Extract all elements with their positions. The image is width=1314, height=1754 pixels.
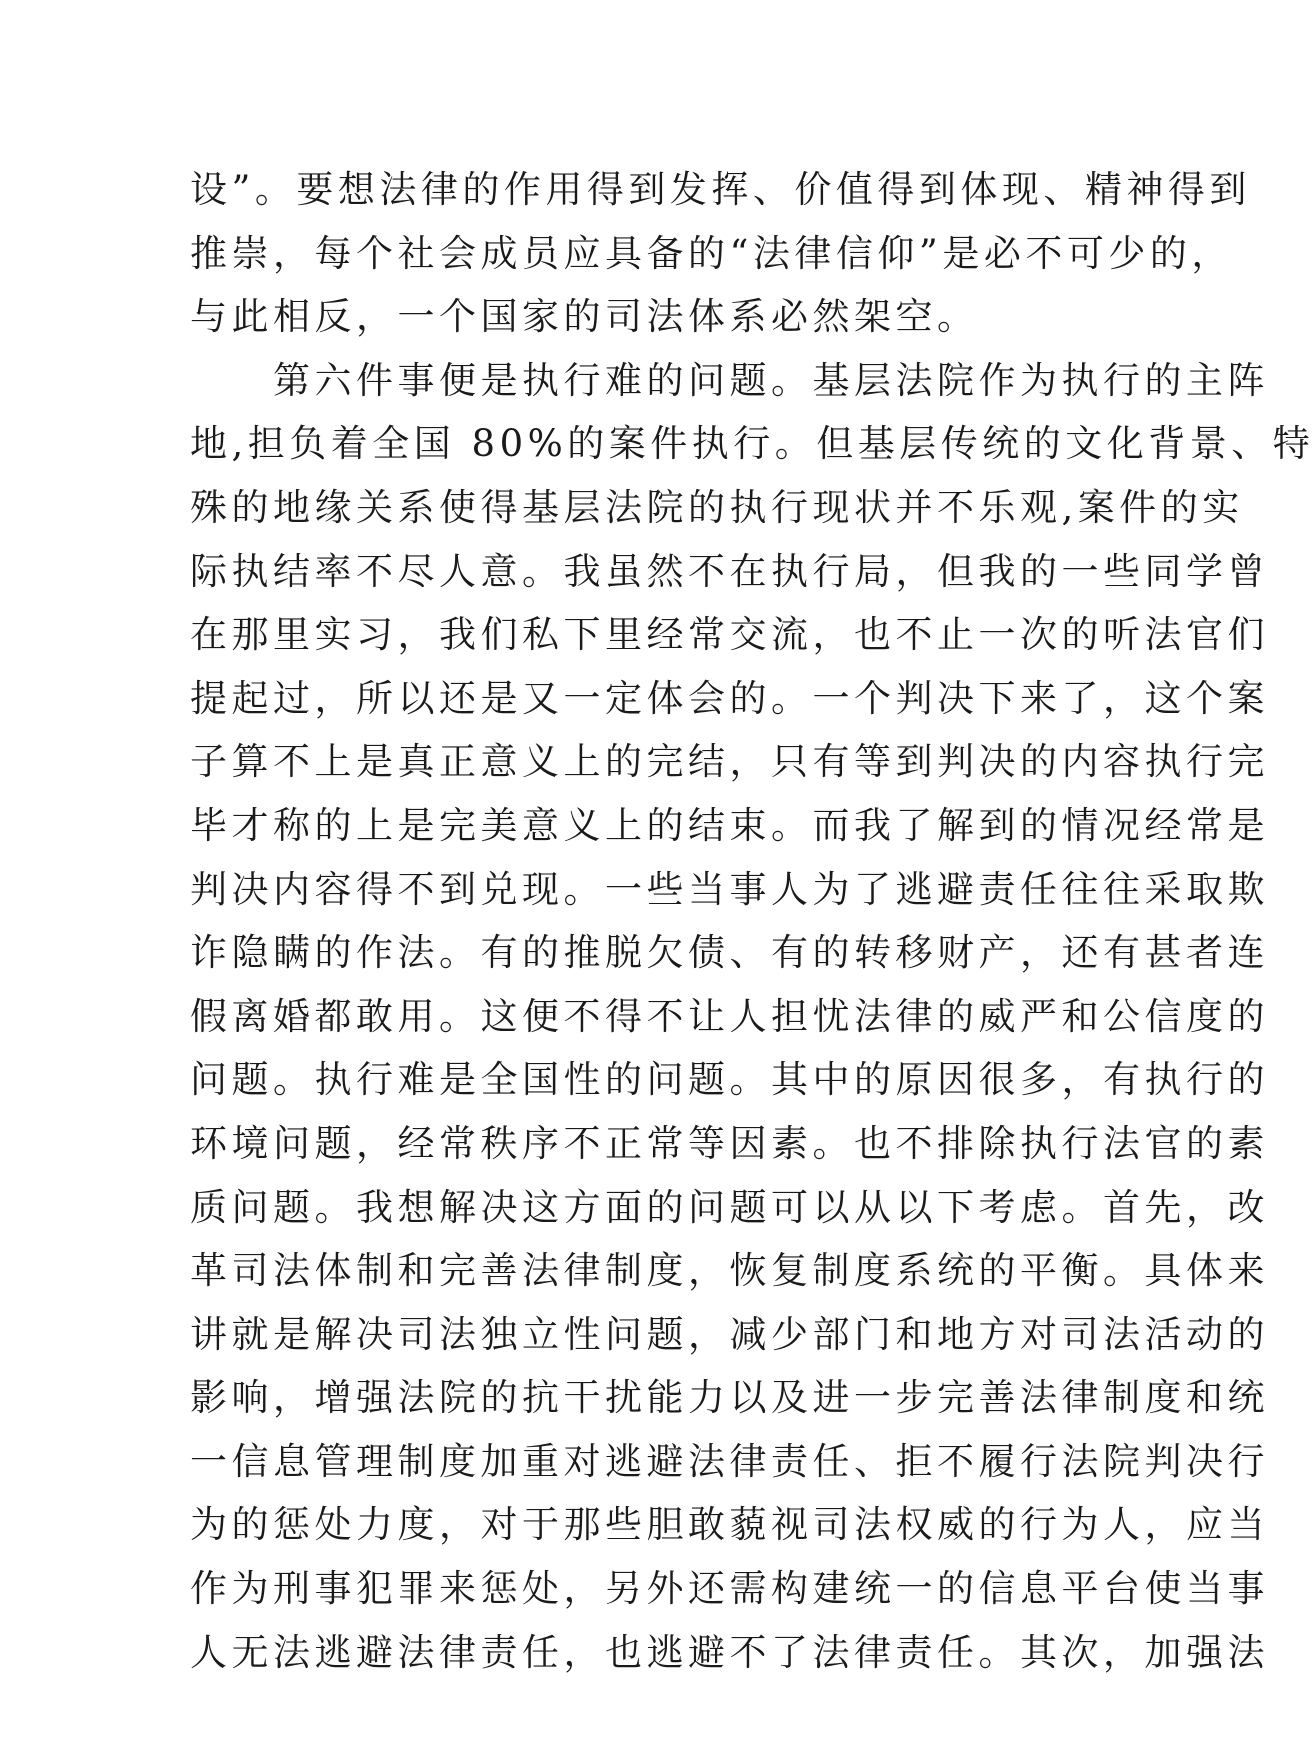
text-line: 环境问题，经常秩序不正常等因素。也不排除执行法官的素 <box>190 1121 1269 1165</box>
text-line: 假离婚都敢用。这便不得不让人担忧法律的威严和公信度的 <box>190 994 1269 1038</box>
text-line: 在那里实习，我们私下里经常交流，也不止一次的听法官们 <box>190 613 1269 657</box>
text-line: 问题。执行难是全国性的问题。其中的原因很多，有执行的 <box>190 1058 1269 1102</box>
text-line: 革司法体制和完善法律制度，恢复制度系统的平衡。具体来 <box>190 1249 1269 1293</box>
text-line: 影响，增强法院的抗干扰能力以及进一步完善法律制度和统 <box>190 1376 1269 1420</box>
text-line: 毕才称的上是完美意义上的结束。而我了解到的情况经常是 <box>190 803 1269 847</box>
text-line: 设”。要想法律的作用得到发挥、价值得到体现、精神得到 <box>190 168 1251 211</box>
text-line: 第六件事便是执行难的问题。基层法院作为执行的主阵 <box>190 358 1269 402</box>
text-line: 地,担负着全国 80%的案件执行。但基层传统的文化背景、特 <box>190 422 1314 466</box>
text-line: 质问题。我想解决这方面的问题可以从以下考虑。首先，改 <box>190 1185 1269 1229</box>
text-line: 推崇，每个社会成员应具备的“法律信仰”是必不可少的， <box>190 231 1233 275</box>
text-line: 一信息管理制度加重对逃避法律责任、拒不履行法院判决行 <box>190 1439 1269 1483</box>
text-line: 诈隐瞒的作法。有的推脱欠债、有的转移财产，还有甚者连 <box>190 931 1269 975</box>
text-line: 提起过，所以还是又一定体会的。一个判决下来了，这个案 <box>190 676 1269 720</box>
text-line: 人无法逃避法律责任，也逃避不了法律责任。其次，加强法 <box>190 1630 1269 1674</box>
text-line: 为的惩处力度，对于那些胆敢藐视司法权威的行为人，应当 <box>190 1503 1269 1547</box>
text-line: 讲就是解决司法独立性问题，减少部门和地方对司法活动的 <box>190 1312 1269 1356</box>
text-line: 殊的地缘关系使得基层法院的执行现状并不乐观,案件的实 <box>190 485 1244 529</box>
text-line: 际执结率不尽人意。我虽然不在执行局，但我的一些同学曾 <box>190 549 1269 593</box>
text-line: 与此相反，一个国家的司法体系必然架空。 <box>190 295 979 339</box>
text-line: 作为刑事犯罪来惩处，另外还需构建统一的信息平台使当事 <box>190 1567 1269 1611</box>
body-text <box>190 158 1314 1684</box>
text-line: 判决内容得不到兑现。一些当事人为了逃避责任往往采取欺 <box>190 867 1269 911</box>
text-line: 子算不上是真正意义上的完结，只有等到判决的内容执行完 <box>190 740 1269 784</box>
